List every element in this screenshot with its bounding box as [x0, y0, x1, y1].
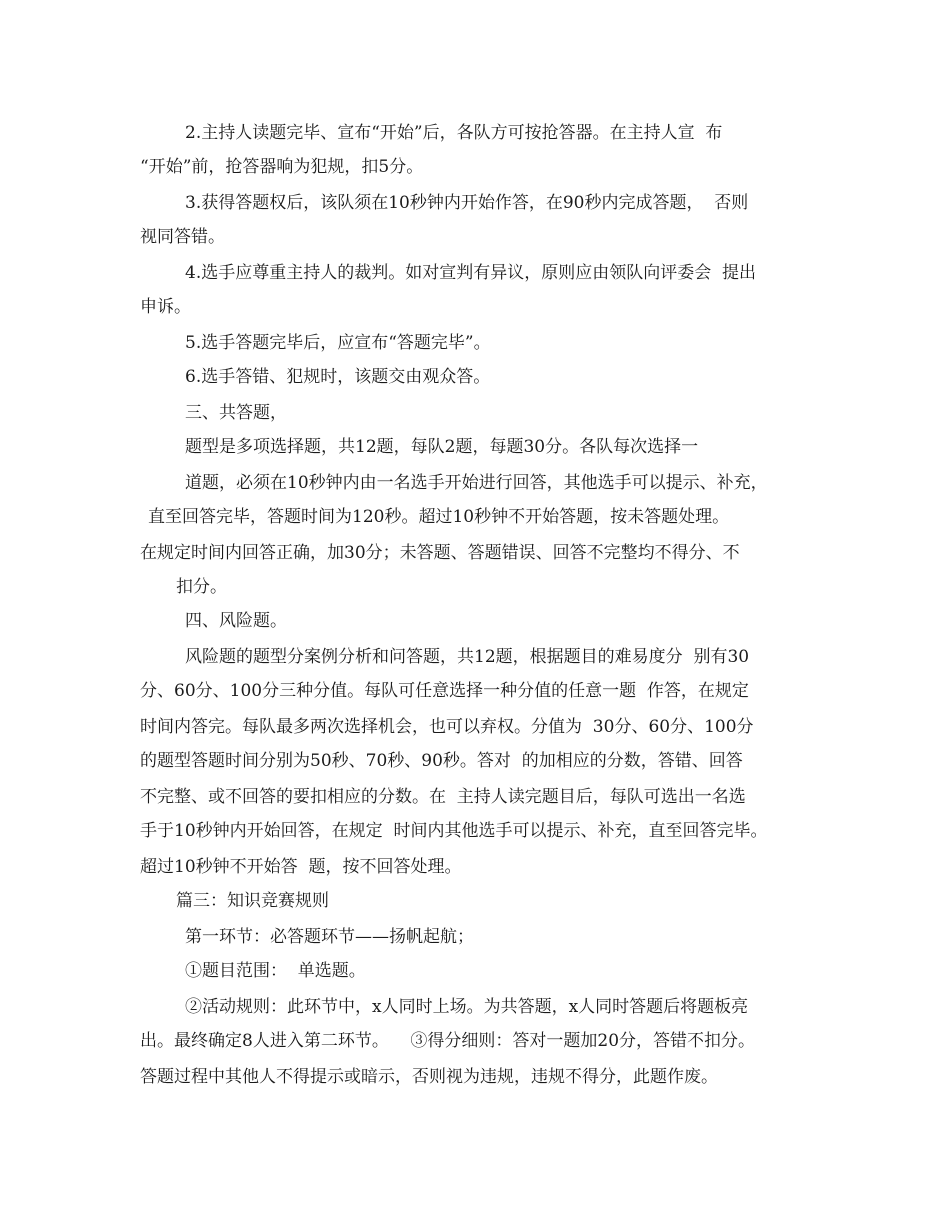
section-heading: 三、共答题， [185, 403, 287, 423]
text-line: 2.主持人读题完毕、宣布“开始”后，各队方可按抢答器。在主持人宣 布 [185, 123, 723, 143]
text-line: 6.选手答错、犯规时，该题交由观众答。 [185, 367, 491, 387]
text-line: “开始”前，抢答器响为犯规，扣5分。 [140, 157, 424, 177]
text-line: 风险题的题型分案例分析和问答题，共12题，根据题目的难易度分 别有30 [185, 647, 750, 667]
text-line: 不完整、或不回答的要扣相应的分数。在 主持人读完题目后，每队可选出一名选 [140, 787, 746, 807]
text-line: 时间内答完。每队最多两次选择机会，也可以弃权。分值为 30分、60分、100分 [140, 717, 754, 737]
text-line: 手于10秒钟内开始回答，在规定 时间内其他选手可以提示、补充，直至回答完毕。 [140, 821, 768, 841]
text-line: 答题过程中其他人不得提示或暗示，否则视为违规，违规不得分，此题作废。 [140, 1067, 718, 1087]
text-line: 直至回答完毕，答题时间为120秒。超过10秒钟不开始答题，按未答题处理。 [148, 507, 730, 527]
text-line: 超过10秒钟不开始答 题，按不回答处理。 [140, 857, 462, 877]
section-heading: 四、风险题。 [185, 611, 287, 631]
text-line: 扣分。 [176, 577, 227, 597]
text-line: 的题型答题时间分别为50秒、70秒、90秒。答对 的加相应的分数，答错、回答 [140, 751, 743, 771]
text-line: 第一环节：必答题环节——扬帆起航； [185, 927, 474, 947]
text-line: 出。最终确定8人进入第二环节。 ③得分细则：答对一题加20分，答错不扣分。 [140, 1031, 756, 1051]
text-line: 申诉。 [140, 297, 191, 317]
text-line: ①题目范围： 单选题。 [185, 961, 366, 981]
section-heading: 篇三：知识竞赛规则 [176, 891, 329, 911]
text-line: 分、60分、100分三种分值。每队可任意选择一种分值的任意一题 作答，在规定 [140, 681, 749, 701]
text-line: 道题，必须在10秒钟内由一名选手开始进行回答，其他选手可以提示、补充， [185, 473, 768, 493]
text-line: 视同答错。 [140, 227, 225, 247]
text-line: 在规定时间内回答正确，加30分；未答题、答题错误、回答不完整均不得分、不 [140, 543, 740, 563]
text-line: 4.选手应尊重主持人的裁判。如对宣判有异议，原则应由领队向评委会 提出 [185, 263, 757, 283]
text-line: 题型是多项选择题，共12题，每队2题，每题30分。各队每次选择一 [185, 437, 699, 457]
text-line: 3.获得答题权后，该队须在10秒钟内开始作答，在90秒内完成答题， 否则 [185, 193, 749, 213]
text-line: ②活动规则：此环节中，x人同时上场。为共答题，x人同时答题后将题板亮 [185, 997, 749, 1017]
text-line: 5.选手答题完毕后，应宣布“答题完毕”。 [185, 333, 491, 353]
